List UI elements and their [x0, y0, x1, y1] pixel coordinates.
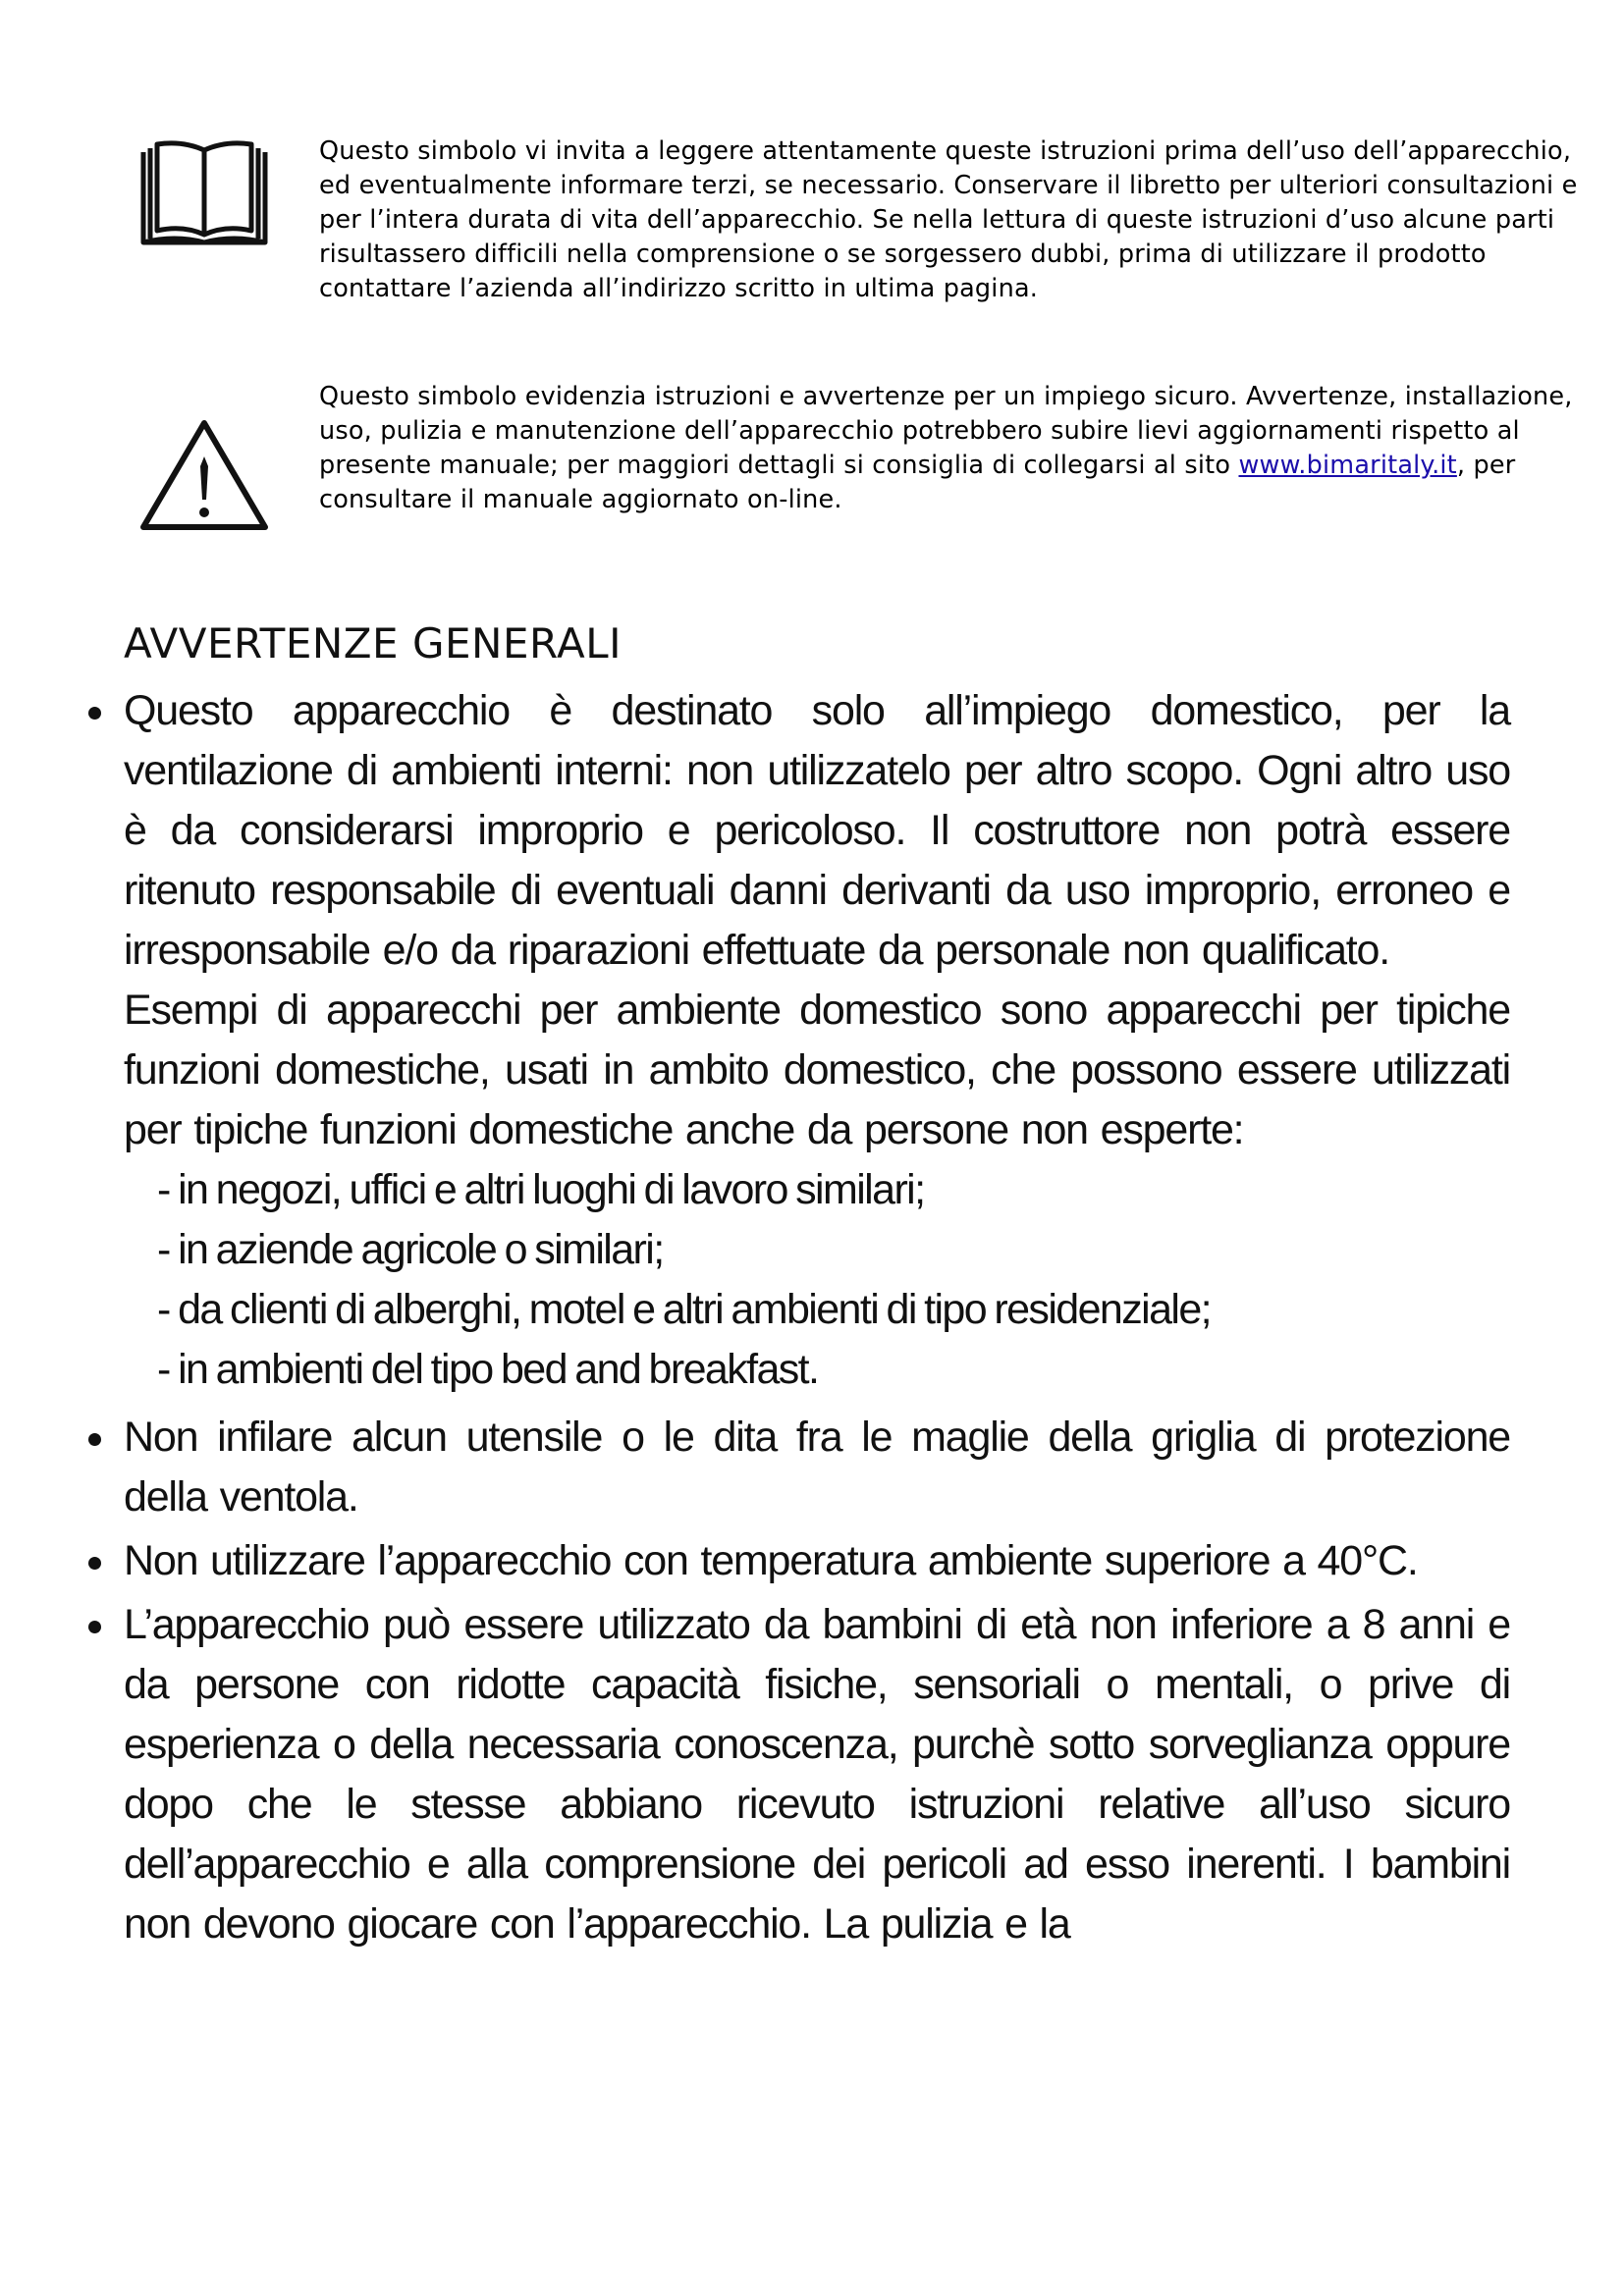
read-instructions-notice — [137, 134, 1578, 360]
children-text: L’apparecchio può essere utilizzato da bambini di età non inferiore a 8 anni e da persone con ridotte capacità fisiche, sensoriali o mentali, o prive di esperienza o della necessaria conoscenza, purchè sotto sorveglianza oppure dopo che le stesse abbiano ricevuto istruzioni relative all’uso sicuro dell’apparecchio e alla comprensione dei pericoli ad esso inerenti. I bambini non devono giocare con l’apparecchio. La pulizia e la — [124, 1601, 1510, 1948]
general-warnings-section — [77, 616, 1510, 1958]
fan-grille-text: Non infilare alcun utensile o le dita fra le maglie della griglia di protezione della ventola. — [124, 1414, 1510, 1521]
example-item: - in aziende agricole o similari; — [157, 1226, 664, 1273]
read-instructions-text: Questo simbolo vi invita a leggere attentamente queste istruzioni prima dell’uso dell’apparecchio, ed eventualmente informare terzi, se necessario. Conservare il libretto per ulteriori consultazioni e per l’intera durata di vita dell’apparecchio. Se nella lettura di queste istruzioni d’uso alcune parti risultassero difficili nella comprensione o se sorgessero dubbi, prima di utilizzare il prodotto contattare l’azienda all’indirizzo scritto in ultima pagina. — [319, 136, 1578, 303]
bullet-dot — [88, 1621, 101, 1633]
warning-item-children — [77, 1595, 1510, 1954]
open-book-icon — [137, 140, 271, 253]
bimar-website-link[interactable]: www.bimaritaly.it — [1238, 451, 1457, 480]
bullet-dot — [88, 707, 101, 720]
warning-item-domestic-use — [77, 681, 1510, 1400]
safety-warning-notice — [137, 380, 1573, 566]
domestic-examples-list — [124, 1160, 1510, 1400]
warning-item-temperature — [77, 1531, 1510, 1591]
domestic-examples-paragraph: Esempi di apparecchi per ambiente domestico sono apparecchi per tipiche funzioni domestiche, usati in ambito domestico, che possono essere utilizzati per tipiche funzioni domestiche anche da persone non esperte: — [124, 987, 1510, 1153]
warning-triangle-icon — [137, 417, 271, 540]
bullet-dot — [88, 1557, 101, 1570]
example-item: - in ambienti del tipo bed and breakfast. — [157, 1346, 819, 1393]
warnings-list — [77, 681, 1510, 1954]
warning-text-after-link: , per consultare il manuale aggiornato on-line. — [319, 451, 1516, 514]
bullet-dot — [88, 1433, 101, 1446]
example-item: - da clienti di alberghi, motel e altri ambienti di tipo residenziale; — [157, 1286, 1212, 1333]
warning-item-fan-grille — [77, 1408, 1510, 1527]
domestic-use-paragraph: Questo apparecchio è destinato solo all’impiego domestico, per la ventilazione di ambienti interni: non utilizzatelo per altro scopo. Ogni altro uso è da considerarsi improprio e pericoloso. Il costruttore non potrà essere ritenuto responsabile di eventuali danni derivanti da uso improprio, erroneo e irresponsabile e/o da riparazioni effettuate da personale non qualificato. — [124, 687, 1510, 974]
section-heading: AVVERTENZE GENERALI — [124, 619, 622, 667]
example-item: - in negozi, uffici e altri luoghi di lavoro similari; — [157, 1166, 925, 1213]
warning-text-before-link: Questo simbolo evidenzia istruzioni e avvertenze per un impiego sicuro. Avvertenze, installazione, uso, pulizia e manutenzione dell’apparecchio potrebbero subire lievi aggiornamenti rispetto al presente manuale; per maggiori dettagli si consiglia di collegarsi al sito — [319, 382, 1573, 480]
safety-warning-text — [319, 380, 1596, 517]
temperature-text: Non utilizzare l’apparecchio con temperatura ambiente superiore a 40°C. — [124, 1537, 1418, 1584]
